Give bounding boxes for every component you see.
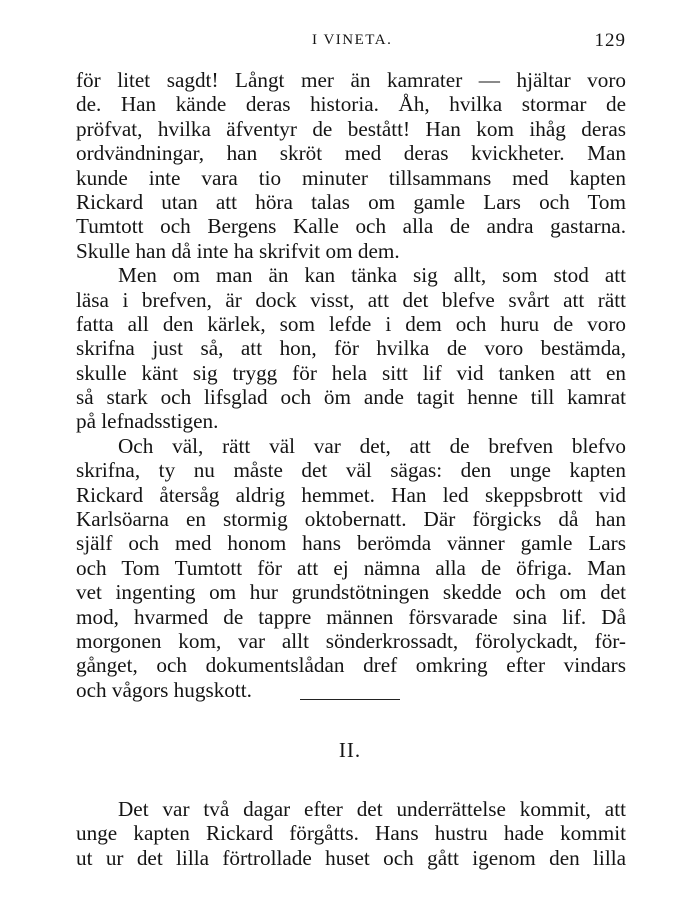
text-line: fatta all den kärlek, som lefde i dem och huru de voro — [76, 311, 626, 336]
text-line: Men om man än kan tänka sig allt, som stod att — [118, 263, 626, 288]
text-line: Rickard återsåg aldrig hemmet. Han led skeppsbrott vid — [76, 482, 626, 507]
text-line: skrifna just så, att hon, för hvilka de voro bestämda, — [76, 336, 626, 361]
text-line: morgonen kom, var allt sönderkrossadt, förolyckadt, för- — [76, 628, 626, 653]
text-line: skrifna, ty nu måste det väl sägas: den unge kapten — [76, 458, 626, 483]
paragraph-2 — [76, 263, 626, 434]
text-line: ut ur det lilla förtrollade huset och gått igenom den lilla — [76, 845, 626, 870]
text-line: de. Han kände deras historia. Åh, hvilka stormar de — [76, 92, 626, 117]
paragraph-1 — [76, 68, 626, 263]
paragraph-3 — [76, 434, 626, 702]
text-line: och Tom Tumtott för att ej nämna alla de öfriga. Man — [76, 555, 626, 580]
text-line: mod, hvarmed de tappre männen försvarade sina lif. Då — [76, 604, 626, 629]
text-line: Karlsöarna en stormig oktobernatt. Där förgicks då han — [76, 507, 626, 532]
section-heading: II. — [338, 738, 362, 762]
text-line: läsa i brefven, är dock visst, att det blefve svårt att rätt — [76, 287, 626, 312]
text-line: ordvändningar, han skröt med deras kvickheter. Man — [76, 141, 626, 166]
text-line: så stark och lifsglad och öm ande tagit henne till kamrat — [76, 385, 626, 410]
text-line: unge kapten Rickard förgåtts. Hans hustru hade kommit — [76, 821, 626, 846]
running-head: I VINETA. — [312, 32, 393, 48]
text-line: Tumtott och Bergens Kalle och alla de andra gastarna. — [76, 214, 626, 239]
text-line: Det var två dagar efter det underrättelse kommit, att — [118, 797, 626, 821]
section-body-text — [76, 797, 626, 870]
text-line: själf och med honom hans berömda vänner gamle Lars — [76, 531, 626, 556]
text-line: pröfvat, hvilka äfventyr de bestått! Han kom ihåg deras — [76, 116, 626, 141]
text-line: Rickard utan att höra talas om gamle Lars och Tom — [76, 189, 626, 214]
body-text — [76, 68, 626, 702]
text-line: Skulle han då inte ha skrifvit om dem. — [76, 238, 400, 263]
page-header — [0, 30, 700, 54]
text-line: kunde inte vara tio minuter tillsammans med kapten — [76, 165, 626, 190]
text-line: skulle känt sig trygg för hela sitt lif vid tanken att en — [76, 360, 626, 385]
text-line: Och väl, rätt väl var det, att de brefven blefvo — [118, 433, 626, 458]
text-line: för litet sagdt! Långt mer än kamrater — hjältar voro — [76, 68, 626, 92]
text-line: vet ingenting om hur grundstötningen skedde och om det — [76, 580, 626, 605]
section-divider — [300, 699, 400, 700]
text-line: gånget, och dokumentslådan dref omkring efter vindars — [76, 653, 626, 678]
text-line: och vågors hugskott. — [76, 677, 252, 702]
text-line: på lefnadsstigen. — [76, 409, 219, 434]
page-number: 129 — [594, 30, 626, 51]
